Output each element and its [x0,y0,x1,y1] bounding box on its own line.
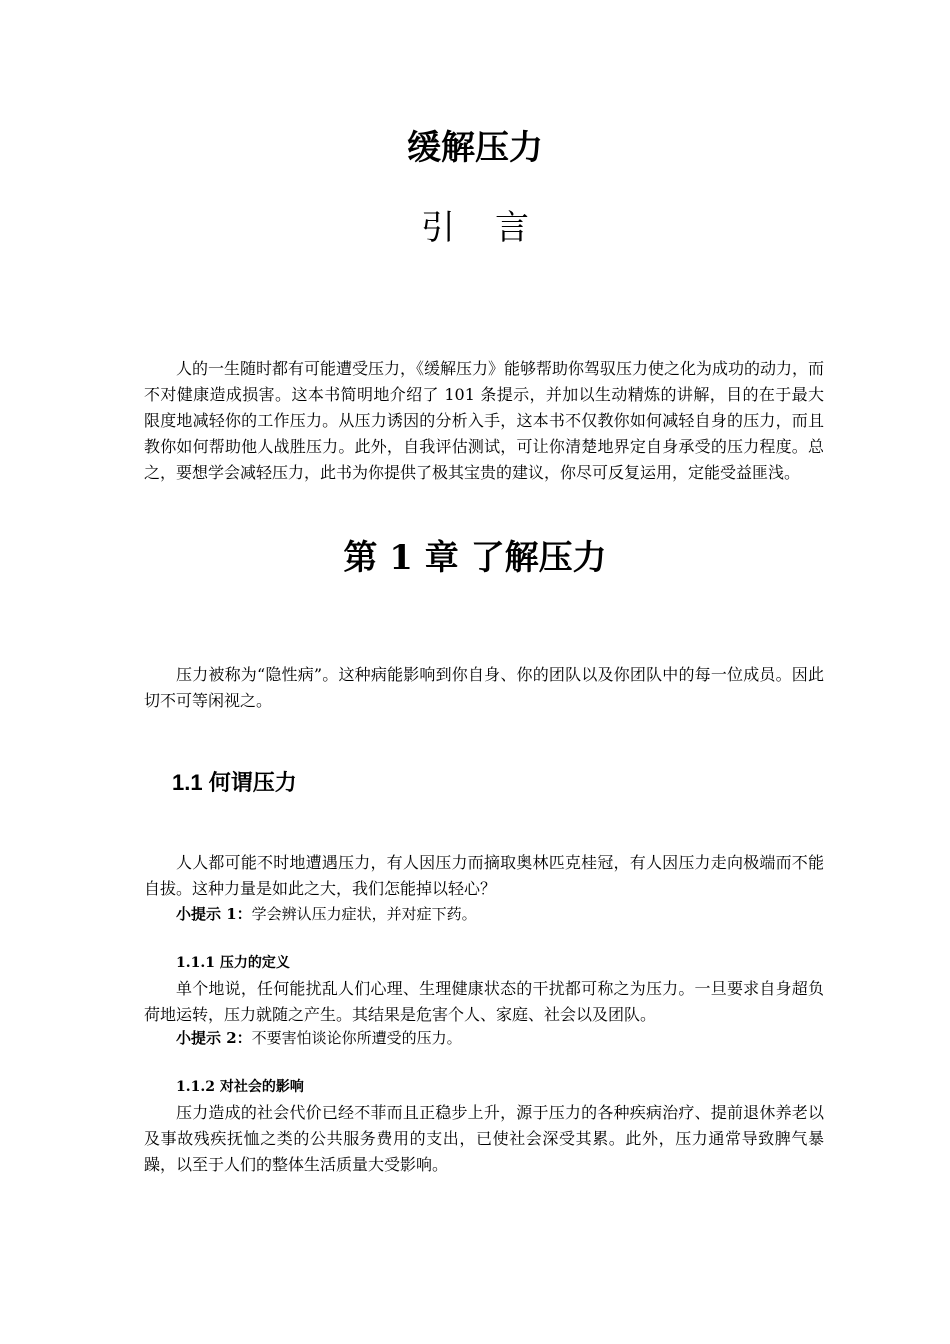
section-1-1-1-paragraph: 单个地说，任何能扰乱人们心理、生理健康状态的干扰都可称之为压力。一旦要求自身超负荷地运转，压力就随之产生。其结果是危害个人、家庭、社会以及团队。 [144,979,824,1024]
chapter-paragraph: 压力被称为“隐性病”。这种病能影响到你自身、你的团队以及你团队中的每一位成员。因此切不可等闲视之。 [144,665,824,710]
section-heading-1-1-1: 1.1.1 压力的定义 [176,955,290,971]
section-1-1-paragraph: 人人都可能不时地遭遇压力，有人因压力而摘取奥林匹克桂冠，有人因压力走向极端而不能自拔。这种力量是如此之大，我们怎能掉以轻心？ [144,853,824,898]
tip-1 [176,902,826,926]
tip-2 [176,1026,826,1050]
tip-1-label: 小提示 1： [176,905,252,923]
section-1-1-2-paragraph: 压力造成的社会代价已经不菲而且正稳步上升，源于压力的各种疾病治疗、提前退休养老以及事故残疾抚恤之类的公共服务费用的支出，已使社会深受其累。此外，压力通常导致脾气暴躁，以至于人们的整体生活质量大受影响。 [144,1103,824,1174]
chapter-title: 第 1 章 了解压力 [343,538,607,578]
intro-paragraph: 人的一生随时都有可能遭受压力，《缓解压力》能够帮助你驾驭压力使之化为成功的动力，而不对健康造成损害。这本书简明地介绍了 101 条提示，并加以生动精炼的讲解，目的在于最大限度地减轻你的工作压力。从压力诱因的分析入手，这本书不仅教你如何减轻自身的压力，而且教你如何帮助他人战胜压力。此外，自我评估测试，可让你清楚地界定自身承受的压力程度。总之，要想学会减轻压力，此书为你提供了极其宝贵的建议，你尽可反复运用，定能受益匪浅。 [144,359,825,482]
tip-1-text: 学会辨认压力症状，并对症下药。 [251,905,477,923]
intro-title: 引言 [421,208,569,248]
tip-2-label: 小提示 2： [176,1029,252,1047]
section-heading-1-1-2: 1.1.2 对社会的影响 [176,1079,304,1095]
section-heading-1-1: 1.1 何谓压力 [172,770,297,795]
book-title: 缓解压力 [407,128,543,168]
tip-2-text: 不要害怕谈论你所遭受的压力。 [251,1029,462,1047]
